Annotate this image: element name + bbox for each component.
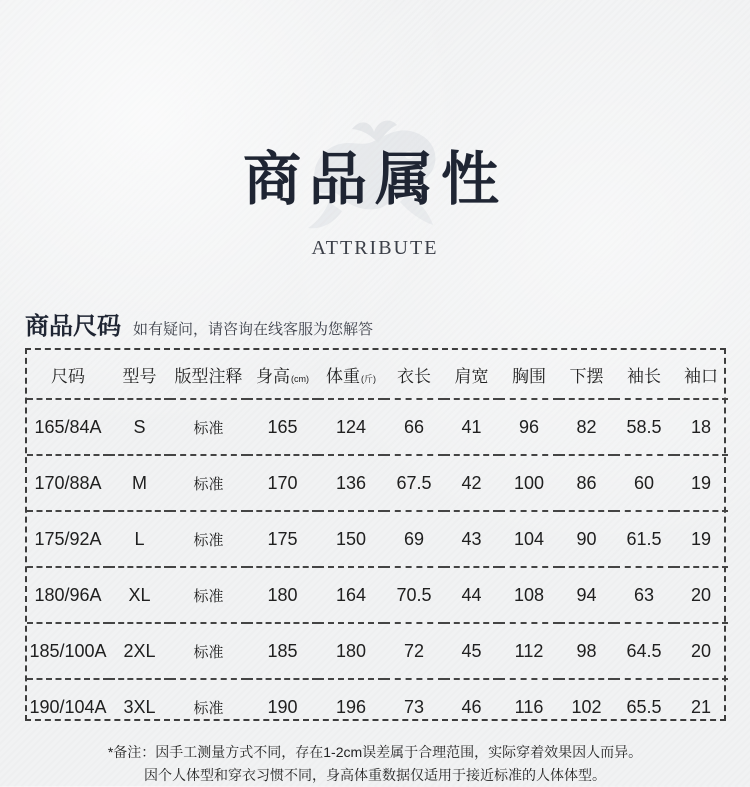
column-header	[674, 350, 728, 399]
table-cell: 94	[559, 567, 614, 623]
table-cell: 46	[444, 679, 499, 734]
table-cell: 43	[444, 511, 499, 567]
table-cell: 104	[499, 511, 559, 567]
size-chart-title: 商品尺码	[25, 313, 121, 340]
table-header-row	[27, 350, 728, 399]
column-header-label: 胸围	[512, 366, 546, 386]
column-header-label: 尺码	[51, 366, 85, 386]
table-cell: 96	[499, 399, 559, 455]
table-cell: 72	[384, 623, 444, 679]
column-unit: (斤)	[361, 373, 376, 384]
table-row	[27, 511, 728, 567]
table-cell: 67.5	[384, 455, 444, 511]
table-cell: 64.5	[614, 623, 674, 679]
table-cell: 3XL	[109, 679, 170, 734]
table-cell: 82	[559, 399, 614, 455]
table-cell: 86	[559, 455, 614, 511]
table-cell: 标准	[170, 567, 247, 623]
table-cell: 190/104A	[27, 679, 109, 734]
footnote	[0, 741, 750, 787]
table-cell: 45	[444, 623, 499, 679]
table-cell: 180/96A	[27, 567, 109, 623]
column-header	[109, 350, 170, 399]
table-cell: 20	[674, 623, 728, 679]
column-header	[614, 350, 674, 399]
table-cell: 20	[674, 567, 728, 623]
table-cell: 100	[499, 455, 559, 511]
table-cell: 150	[318, 511, 384, 567]
column-header	[499, 350, 559, 399]
table-cell: 185/100A	[27, 623, 109, 679]
table-cell: 90	[559, 511, 614, 567]
table-cell: 66	[384, 399, 444, 455]
table-cell: 180	[247, 567, 318, 623]
table-cell: 标准	[170, 455, 247, 511]
column-header-label: 衣长	[397, 366, 431, 386]
table-cell: 165	[247, 399, 318, 455]
table-cell: 标准	[170, 511, 247, 567]
table-cell: 180	[318, 623, 384, 679]
table-cell: 102	[559, 679, 614, 734]
page-title: 商品属性	[242, 145, 507, 213]
table-cell: 165/84A	[27, 399, 109, 455]
table-cell: 116	[499, 679, 559, 734]
size-chart-help-note: 如有疑问，请咨询在线客服为您解答	[133, 321, 374, 338]
column-header-label: 袖口	[684, 366, 718, 386]
column-header	[170, 350, 247, 399]
table-cell: S	[109, 399, 170, 455]
table-cell: 175	[247, 511, 318, 567]
table-cell: 108	[499, 567, 559, 623]
column-header-label: 版型注释	[174, 366, 243, 386]
column-header	[384, 350, 444, 399]
table-cell: 标准	[170, 623, 247, 679]
size-chart-heading	[25, 306, 373, 341]
column-header-label: 肩宽	[454, 366, 489, 386]
table-cell: 63	[614, 567, 674, 623]
size-chart-table	[25, 348, 726, 721]
table-cell: 42	[444, 455, 499, 511]
table-cell: 19	[674, 455, 728, 511]
table-row	[27, 399, 728, 455]
table-cell: XL	[109, 567, 170, 623]
footnote-line: *备注：因手工测量方式不同，存在1-2cm误差属于合理范围，实际穿着效果因人而异。	[107, 744, 643, 760]
table-cell: 19	[674, 511, 728, 567]
table-cell: M	[109, 455, 170, 511]
table-cell: 73	[384, 679, 444, 734]
table-cell: L	[109, 511, 170, 567]
table-cell: 44	[444, 567, 499, 623]
table-cell: 70.5	[384, 567, 444, 623]
table-cell: 60	[614, 455, 674, 511]
column-header-label: 下摆	[569, 366, 604, 386]
table-cell: 61.5	[614, 511, 674, 567]
table-cell: 164	[318, 567, 384, 623]
column-header	[559, 350, 614, 399]
page-subtitle: ATTRIBUTE	[311, 237, 439, 259]
table-cell: 170/88A	[27, 455, 109, 511]
table-cell: 18	[674, 399, 728, 455]
table-cell: 41	[444, 399, 499, 455]
table-cell: 136	[318, 455, 384, 511]
table-cell: 21	[674, 679, 728, 734]
table-cell: 69	[384, 511, 444, 567]
table-row	[27, 567, 728, 623]
table-cell: 175/92A	[27, 511, 109, 567]
table-cell: 2XL	[109, 623, 170, 679]
table-cell: 112	[499, 623, 559, 679]
table-cell: 标准	[170, 399, 247, 455]
table-cell: 124	[318, 399, 384, 455]
column-header	[247, 350, 318, 399]
column-header	[27, 350, 109, 399]
table-cell: 58.5	[614, 399, 674, 455]
column-header	[444, 350, 499, 399]
column-header-label: 身高	[256, 366, 290, 386]
table-cell: 98	[559, 623, 614, 679]
column-unit: (cm)	[291, 373, 309, 384]
table-cell: 196	[318, 679, 384, 734]
column-header-label: 袖长	[627, 366, 661, 386]
footnote-line: 因个人体型和穿衣习惯不同，身高体重数据仅适用于接近标准的人体体型。	[144, 767, 606, 783]
table-row	[27, 455, 728, 511]
column-header-label: 型号	[122, 366, 157, 386]
table-cell: 185	[247, 623, 318, 679]
table-row	[27, 623, 728, 679]
table-row	[27, 679, 728, 734]
column-header	[318, 350, 384, 399]
table-cell: 170	[247, 455, 318, 511]
column-header-label: 体重	[326, 366, 360, 386]
size-chart-grid	[27, 350, 728, 734]
table-cell: 190	[247, 679, 318, 734]
table-cell: 标准	[170, 679, 247, 734]
table-cell: 65.5	[614, 679, 674, 734]
